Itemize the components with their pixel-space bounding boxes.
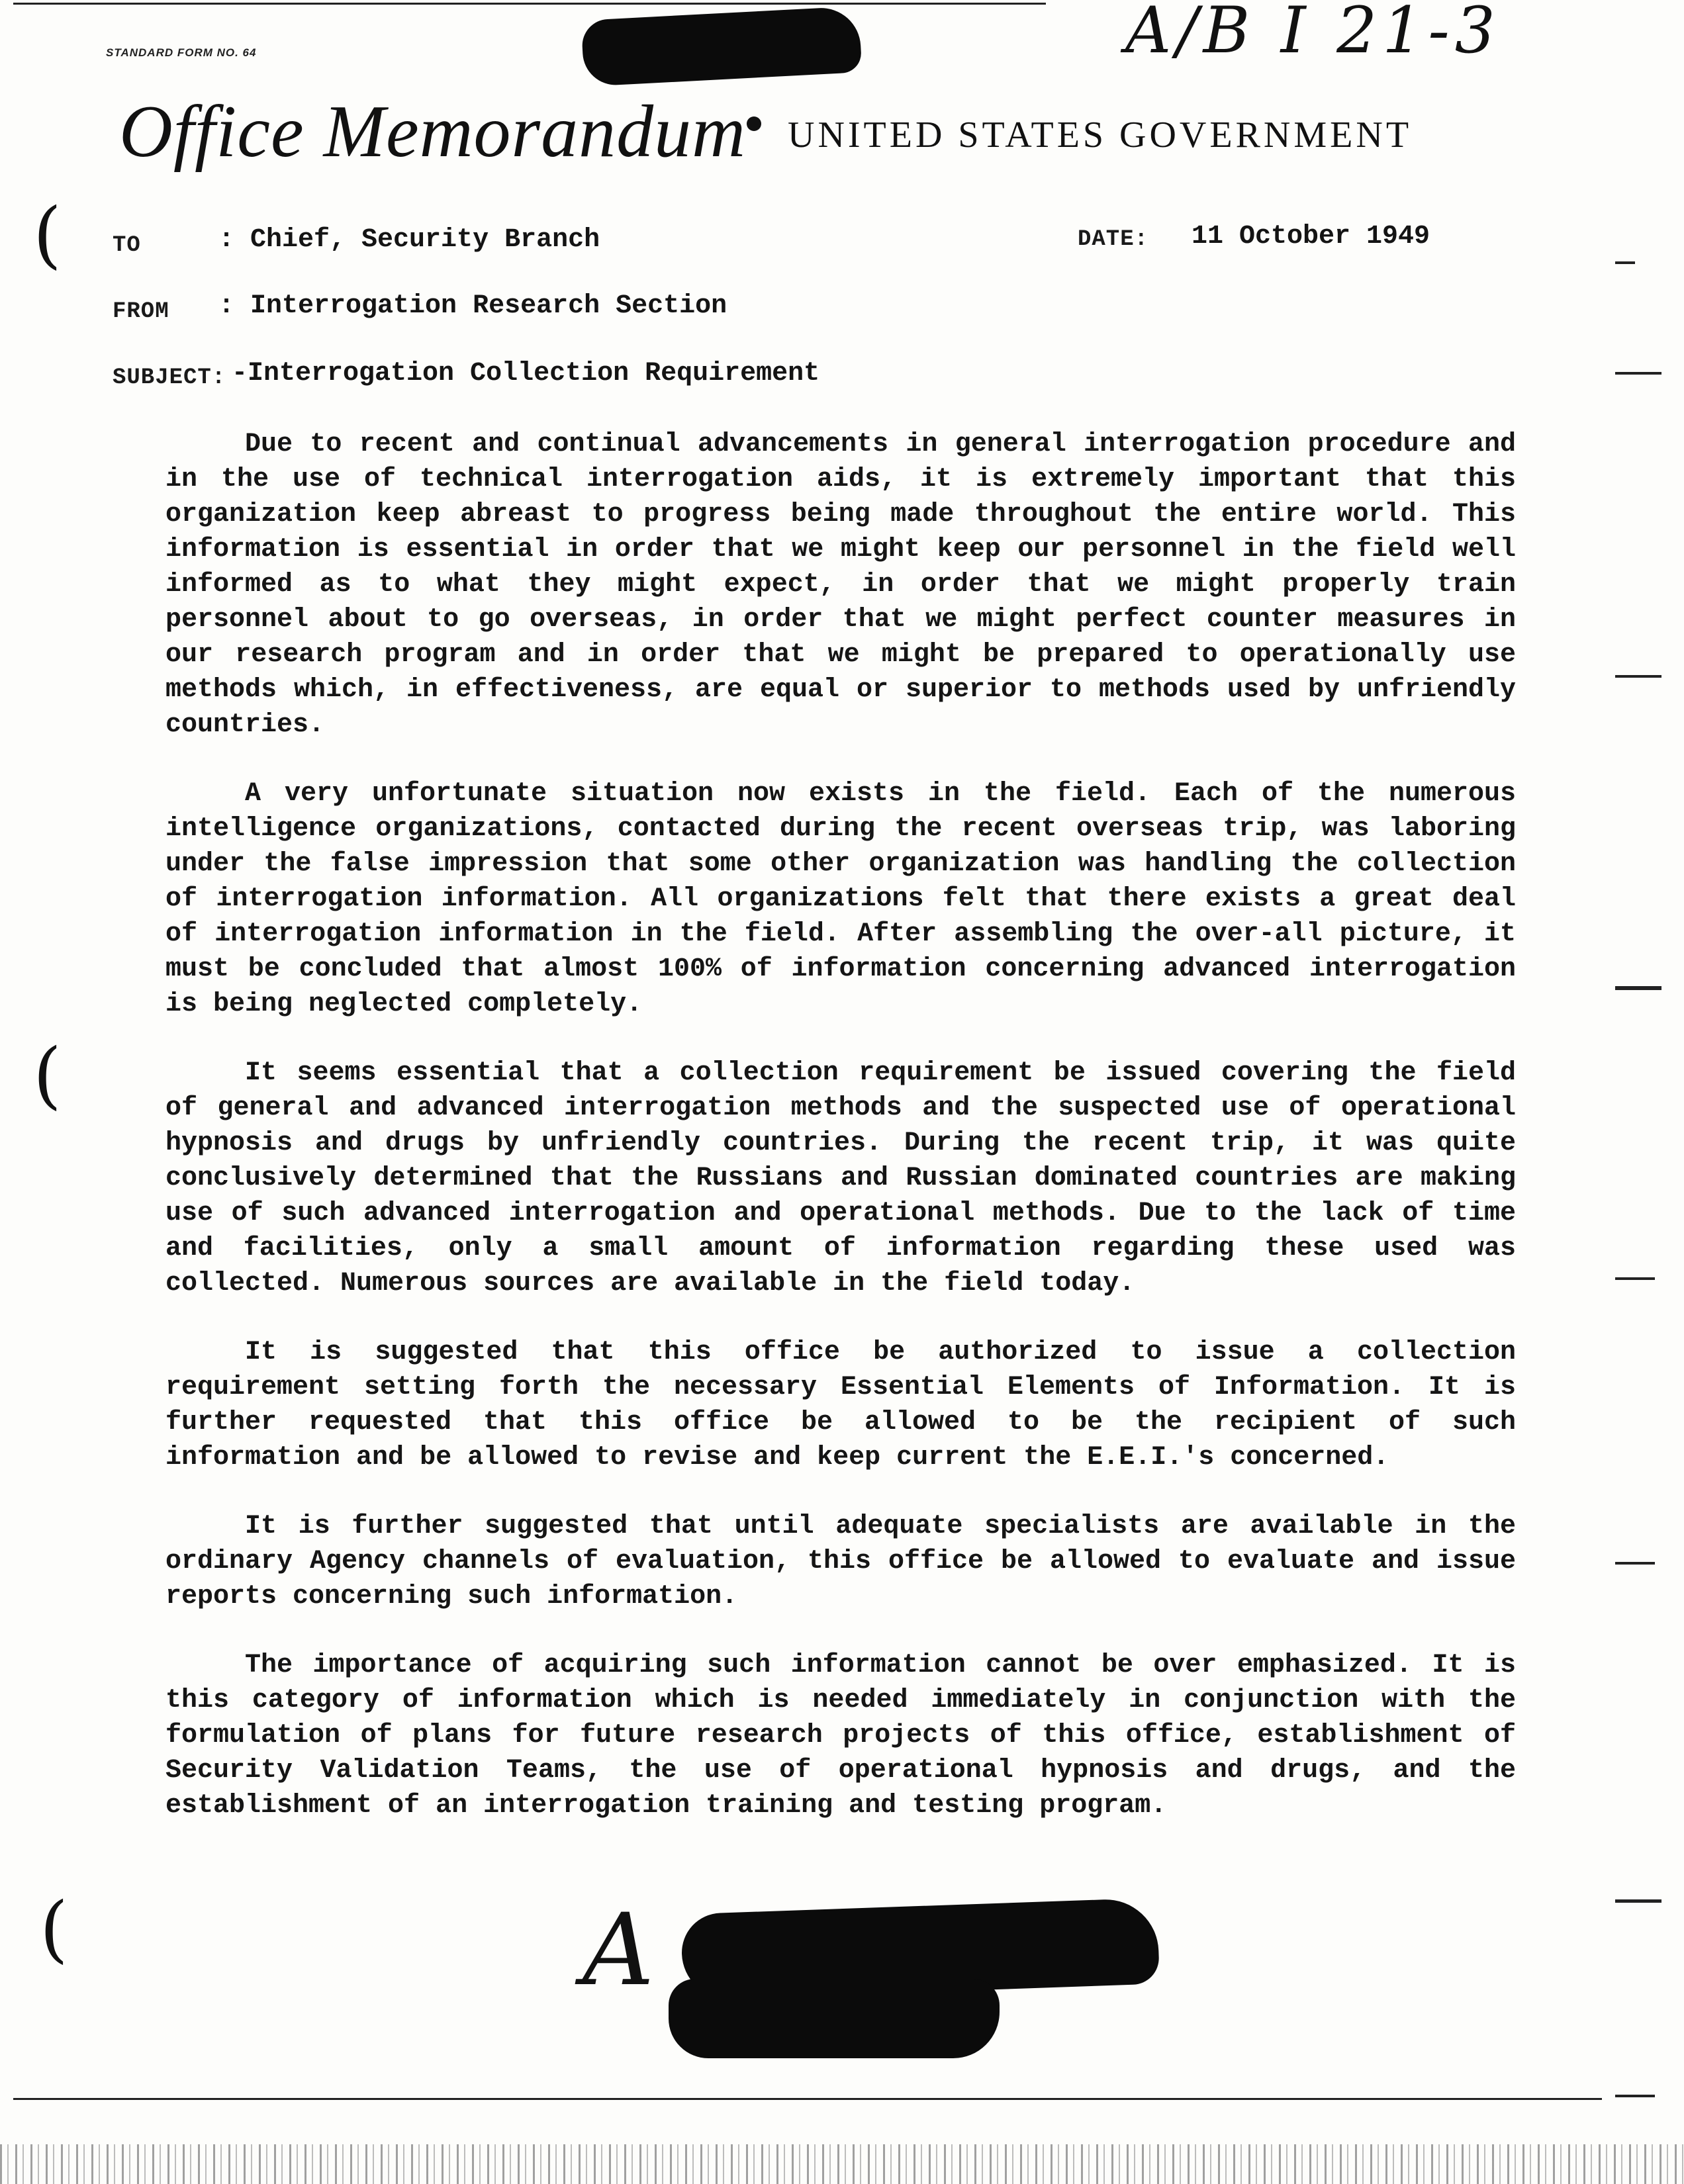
margin-dash <box>1615 2095 1655 2097</box>
handwritten-document-id: A/B I 21-3 <box>1125 0 1501 68</box>
punch-hole-mark: ( <box>33 1032 62 1117</box>
header-bullet <box>747 116 761 131</box>
margin-dash <box>1615 1899 1661 1903</box>
subject-label: SUBJECT: <box>113 365 226 390</box>
date-label: DATE: <box>1078 227 1149 252</box>
paragraph: The importance of acquiring such information cannot be over emphasized. It is this category of information which is needed immediately in conjunction with the formulation of plans for future research projects of this office, establishment of Security Validation Teams, the use of operational hypnosis and drugs, and the establishment of an interrogation training and testing program. <box>165 1651 1516 1821</box>
agency-name: UNITED STATES GOVERNMENT <box>788 114 1413 156</box>
redaction-block-top <box>581 6 863 87</box>
memo-body <box>165 427 1516 1857</box>
date-value: 11 October 1949 <box>1192 222 1430 251</box>
redaction-block-signature-lower <box>669 1979 1000 2058</box>
margin-dash <box>1615 1562 1655 1565</box>
punch-hole-mark: ( <box>33 192 62 277</box>
paragraph: A very unfortunate situation now exists in the field. Each of the numerous intelligence organizations, contacted during the recent overseas trip, was laboring under the false impression that some other organization was handling the collection of interrogation information. All organizations felt that there exists a great deal of interrogation information in the field. After assembling the over-all picture, it must be concluded that almost 100% of information concerning advanced interrogation is being neglected completely. <box>165 779 1516 1019</box>
paragraph: It is suggested that this office be authorized to issue a collection requirement setting forth the necessary Essential Elements of Information. It is further requested that this office be allowed to be the recipient of such information and be allowed to revise and keep current the E.E.I.'s concerned. <box>165 1338 1516 1473</box>
handwritten-initial: A <box>583 1893 655 2008</box>
memo-title: Office Memorandum <box>119 91 747 173</box>
from-value: : Interrogation Research Section <box>218 291 727 321</box>
bottom-rule <box>13 2098 1602 2100</box>
scan-noise-band <box>0 2144 1684 2184</box>
to-value: : Chief, Security Branch <box>218 225 600 255</box>
paragraph: Due to recent and continual advancements in general interrogation procedure and in the use of technical interrogation aids, it is extremely important that this organization keep abreast to progress being made throughout the entire world. This information is essential in order that we might keep our personnel in the field well informed as to what they might expect, in order that we might properly train personnel about to go overseas, in order that we might perfect counter measures in our research program and in order that we might be prepared to operationally use methods which, in effectiveness, are equal or superior to methods used by unfriendly countries. <box>165 430 1516 740</box>
margin-dash <box>1615 1277 1655 1280</box>
top-edge-rule <box>13 3 1046 5</box>
from-label: FROM <box>113 299 169 324</box>
margin-dash <box>1615 675 1661 678</box>
margin-dash <box>1615 261 1635 264</box>
paragraph: It is further suggested that until adequate specialists are available in the ordinary Agency channels of evaluation, this office be allowed to evaluate and issue reports concerning such information. <box>165 1512 1516 1612</box>
margin-dash <box>1615 372 1661 375</box>
subject-value: -Interrogation Collection Requirement <box>232 359 820 388</box>
punch-hole-mark: ( <box>40 1886 68 1971</box>
margin-dash <box>1615 986 1661 990</box>
paragraph: It seems essential that a collection requirement be issued covering the field of general and advanced interrogation methods and the suspected use of operational hypnosis and drugs by unfriendly countries. During the recent trip, it was quite conclusively determined that the Russians and Russian dominated countries are making use of such advanced interrogation and operational methods. Due to the lack of time and facilities, only a small amount of information regarding these used was collected. Numerous sources are available in the field today. <box>165 1058 1516 1298</box>
form-number: STANDARD FORM NO. 64 <box>106 46 257 59</box>
to-label: TO <box>113 233 141 258</box>
